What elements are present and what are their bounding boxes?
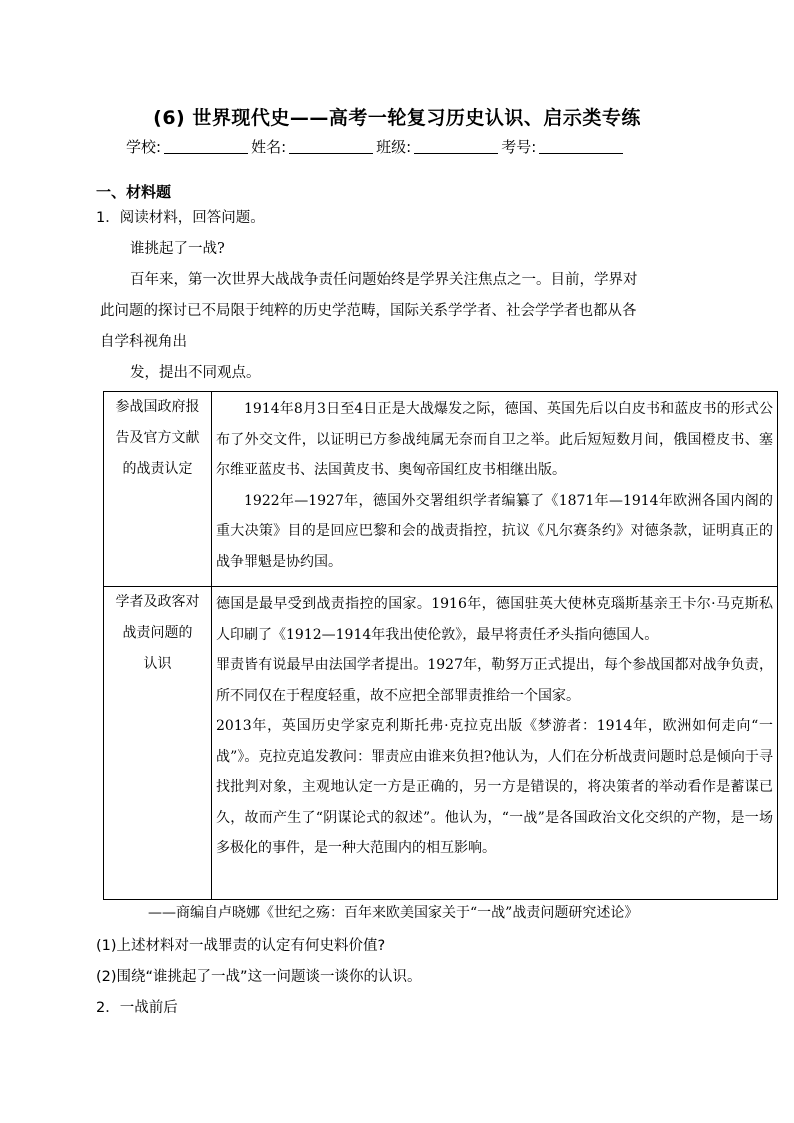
row-2-paragraph-3: 2013年，英国历史学家克利斯托弗·克拉克出版《梦游者：1914年，欧洲如何走向“一战”》。克拉克追发教问：罪责应由谁来负担?他认为，人们在分析战责问题时总是倾向于寻找批判对象，主观地认定一方是正确的，另一方是错误的，将决策者的举动看作是蓄谋已久，故而产生了“阴谋论式的叙述”。他认为，“一战”是各国政治文化交织的产物，是一场多极化的事件，是一种大范围内的相互影响。 (216, 718, 773, 856)
row-2-content (212, 587, 778, 900)
material-intro-line-2: 此问题的探讨已不局限于纯粹的历史学范畴，国际关系学学者、社会学学者也都从各 (100, 303, 637, 319)
row-1-label: 参战国政府报 告及官方文献 的战责认定 (104, 392, 212, 587)
school-label: 学校: (126, 138, 162, 156)
material-source: ——商编自卢晓娜《世纪之殇：百年来欧美国家关于“一战”战责问题研究述论》 (148, 905, 639, 921)
material-table (103, 391, 778, 900)
student-info-line (126, 136, 626, 157)
question-1-prompt: 1．阅读材料，回答问题。 (96, 210, 265, 226)
material-intro-line-1: 百年来，第一次世界大战战争责任问题始终是学界关注焦点之一。目前，学界对 (130, 272, 638, 288)
sub-question-2: (2)围绕“谁挑起了一战”这一问题谈一谈你的认识。 (96, 969, 422, 985)
material-intro-line-4: 发，提出不同观点。 (130, 365, 261, 381)
row-1-content (212, 392, 778, 587)
row-1-paragraph-1: 1914年8月3日至4日正是大战爆发之际，德国、英国先后以白皮书和蓝皮书的形式公布了外交文件，以证明已方参战纯属无奈而自卫之举。此后短短数月间，俄国橙皮书、塞尔维亚蓝皮书、法国黄皮书、奥匈帝国红皮书相继出版。 (216, 401, 773, 478)
sub-question-1: (1)上述材料对一战罪责的认定有何史料价值? (96, 938, 386, 954)
material-title: 谁挑起了一战? (130, 241, 225, 257)
row-2-paragraph-1: 德国是最早受到战责指控的国家。1916年，德国驻英大使林克瑙斯基亲王卡尔·马克斯私人印刷了《1912—1914年我出使伦敦》，最早将责任矛头指向德国人。 (216, 596, 773, 643)
name-blank (289, 138, 373, 154)
class-label: 班级: (376, 138, 412, 156)
material-intro-line-3: 自学科视角出 (100, 334, 187, 350)
question-2-prompt: 2．一战前后 (96, 1000, 178, 1016)
section-heading: 一、材料题 (96, 183, 172, 201)
name-label: 姓名: (251, 138, 287, 156)
exam-number-blank (539, 138, 623, 154)
row-1-paragraph-2: 1922年—1927年，德国外交署组织学者编纂了《1871年—1914年欧洲各国内阁的重大决策》目的是回应巴黎和会的战责指控，抗议《凡尔赛条约》对德条款，证明真正的战争罪魁是协约国。 (216, 492, 773, 570)
class-blank (414, 138, 498, 154)
table-row (104, 392, 778, 587)
row-2-label: 学者及政客对 战责问题的 认识 (104, 587, 212, 900)
row-2-paragraph-2: 罪责皆有说最早由法国学者提出。1927年，勒努万正式提出，每个参战国都对战争负责，所不同仅在于程度轻重，故不应把全部罪责推给一个国家。 (216, 657, 773, 704)
table-row (104, 587, 778, 900)
page-title: (6) 世界现代史——高考一轮复习历史认识、启示类专练 (153, 107, 641, 129)
school-blank (164, 138, 248, 154)
exam-number-label: 考号: (501, 138, 537, 156)
